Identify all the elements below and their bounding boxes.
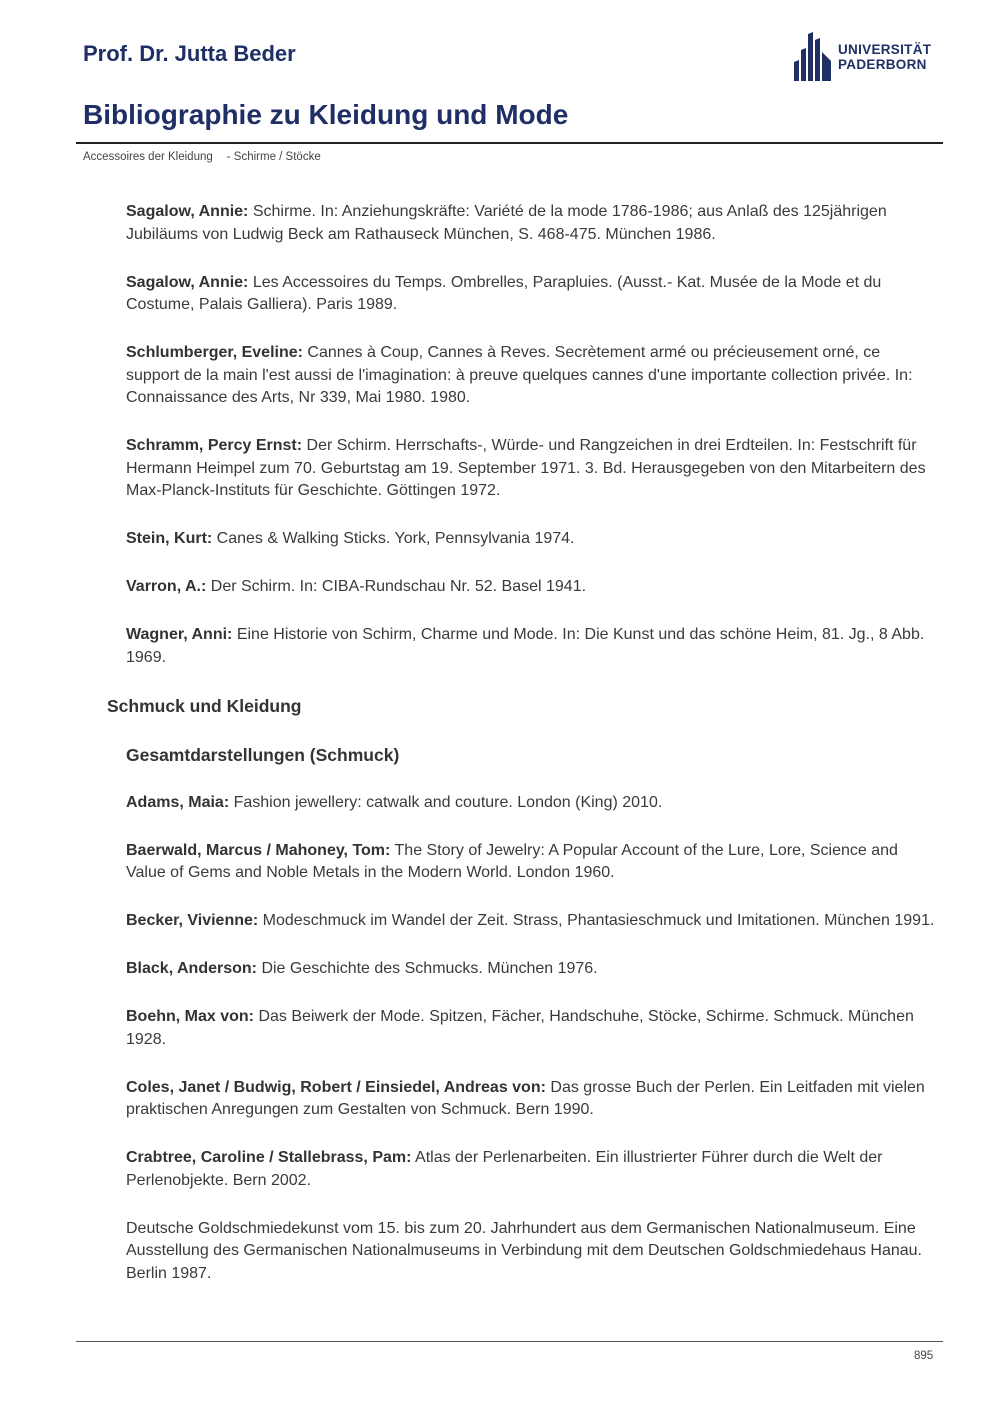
- entry-text: Das Beiwerk der Mode. Spitzen, Fächer, Handschuhe, Stöcke, Schirme. Schmuck. München 1928.: [126, 1008, 914, 1048]
- bibliography-entry: [126, 624, 936, 669]
- entry-author: Wagner, Anni:: [126, 626, 233, 643]
- entry-author: Stein, Kurt:: [126, 530, 213, 547]
- author-name: Prof. Dr. Jutta Beder: [83, 41, 296, 66]
- entry-text: Schirme. In: Anziehungskräfte: Variété de la mode 1786-1986; aus Anlaß des 125jährigen Jubiläums von Ludwig Beck am Rathauseck München, S. 468-475. München 1986.: [126, 203, 887, 243]
- entry-author: Schramm, Percy Ernst:: [126, 437, 303, 454]
- entry-author: Varron, A.:: [126, 578, 207, 595]
- entry-author: Sagalow, Annie:: [126, 273, 249, 291]
- bibliography-entry: [126, 528, 936, 551]
- subsection-heading: Gesamtdarstellungen (Schmuck): [126, 744, 400, 765]
- entry-author: Sagalow, Annie:: [126, 203, 249, 220]
- entry-text: Deutsche Goldschmiedekunst vom 15. bis zum 20. Jahrhundert aus dem Germanischen Nationalmuseum. Eine Ausstellung des Germanischen Nationalmuseums in Verbindung mit dem Deutschen Goldschmiedehaus Hanau. Berlin 1987.: [126, 1219, 922, 1282]
- entry-author: Schlumberger, Eveline:: [126, 344, 303, 361]
- bibliography-entry: [126, 1147, 936, 1192]
- logo-line-2: PADERBORN: [838, 57, 927, 72]
- entries-umbrellas: [126, 201, 936, 669]
- entry-text: Das grosse Buch der Perlen. Ein Leitfaden mit vielen praktischen Anregungen zum Gestalten von Schmuck. Bern 1990.: [126, 1078, 925, 1118]
- breadcrumb: [83, 151, 321, 163]
- entry-author: Adams, Maia:: [126, 793, 230, 811]
- header-divider: [76, 142, 943, 144]
- entry-author: Crabtree, Caroline / Stallebrass, Pam:: [126, 1149, 412, 1166]
- bibliography-entry: [126, 1218, 936, 1286]
- entry-text: Eine Historie von Schirm, Charme und Mode. In: Die Kunst und das schöne Heim, 81. Jg., 8 Abb. 1969.: [126, 626, 925, 666]
- bibliography-entry: [126, 435, 936, 503]
- entry-text: The Story of Jewelry: A Popular Account of the Lure, Lore, Science and Value of Gems and Noble Metals in the Modern World. London 1960.: [126, 841, 898, 881]
- university-logo[interactable]: [793, 31, 943, 83]
- entry-text: Der Schirm. Herrschafts-, Würde- und Rangzeichen in drei Erdteilen. In: Festschrift für Hermann Heimpel zum 70. Geburtstag am 19. September 1971. 3. Bd. Herausgegeben von den Mitarbeitern des Max-Planck-Instituts für Geschichte. Göttingen 1972.: [126, 437, 926, 499]
- bibliography-entry: [126, 342, 936, 410]
- bibliography-entry: [126, 272, 936, 317]
- university-logo-icon: [793, 32, 831, 82]
- breadcrumb-subcategory: - Schirme / Stöcke: [226, 151, 321, 163]
- bibliography-entry: [126, 1077, 936, 1122]
- entry-text: Canes & Walking Sticks. York, Pennsylvania 1974.: [212, 530, 575, 547]
- entry-text: Atlas der Perlenarbeiten. Ein illustrierter Führer durch die Welt der Perlenobjekte. Bern 2002.: [126, 1149, 883, 1189]
- entry-text: Cannes à Coup, Cannes à Reves. Secrètement armé ou précieusement orné, ce support de la main l'est aussi de l'imagination: à preuve quelques cannes d'une importante collection privée. In: Connaissance des Arts, Nr 339, Mai 1980. 1980.: [126, 344, 913, 406]
- entry-text: Fashion jewellery: catwalk and couture. London (King) 2010.: [229, 793, 663, 811]
- breadcrumb-category: Accessoires der Kleidung: [83, 151, 213, 163]
- entry-text: Der Schirm. In: CIBA-Rundschau Nr. 52. Basel 1941.: [206, 578, 587, 595]
- entry-author: Black, Anderson:: [126, 960, 257, 977]
- bibliography-content: [107, 201, 936, 1311]
- bibliography-entry: [126, 958, 936, 981]
- page-title: Bibliographie zu Kleidung und Mode: [83, 99, 569, 130]
- bibliography-entry: [126, 840, 936, 885]
- entry-author: Boehn, Max von:: [126, 1008, 255, 1025]
- bibliography-entry: [126, 910, 936, 933]
- entry-text: Die Geschichte des Schmucks. München 1976.: [257, 960, 598, 977]
- bibliography-entry: [126, 1006, 936, 1051]
- entry-author: Becker, Vivienne:: [126, 912, 259, 929]
- logo-line-1: UNIVERSITÄT: [838, 42, 932, 57]
- footer-divider: [76, 1341, 943, 1342]
- entry-text: Modeschmuck im Wandel der Zeit. Strass, Phantasieschmuck und Imitationen. München 1991.: [258, 912, 935, 929]
- page-number: 895: [914, 1350, 934, 1362]
- entries-jewelry: [126, 792, 936, 1286]
- entry-author: Baerwald, Marcus / Mahoney, Tom:: [126, 841, 391, 859]
- bibliography-entry: [126, 792, 936, 815]
- entry-text: Les Accessoires du Temps. Ombrelles, Parapluies. (Ausst.- Kat. Musée de la Mode et du Costume, Palais Galliera). Paris 1989.: [126, 273, 882, 313]
- section-heading: Schmuck und Kleidung: [107, 695, 302, 716]
- bibliography-entry: [126, 201, 936, 246]
- bibliography-entry: [126, 576, 936, 599]
- entry-author: Coles, Janet / Budwig, Robert / Einsiedel, Andreas von:: [126, 1078, 546, 1096]
